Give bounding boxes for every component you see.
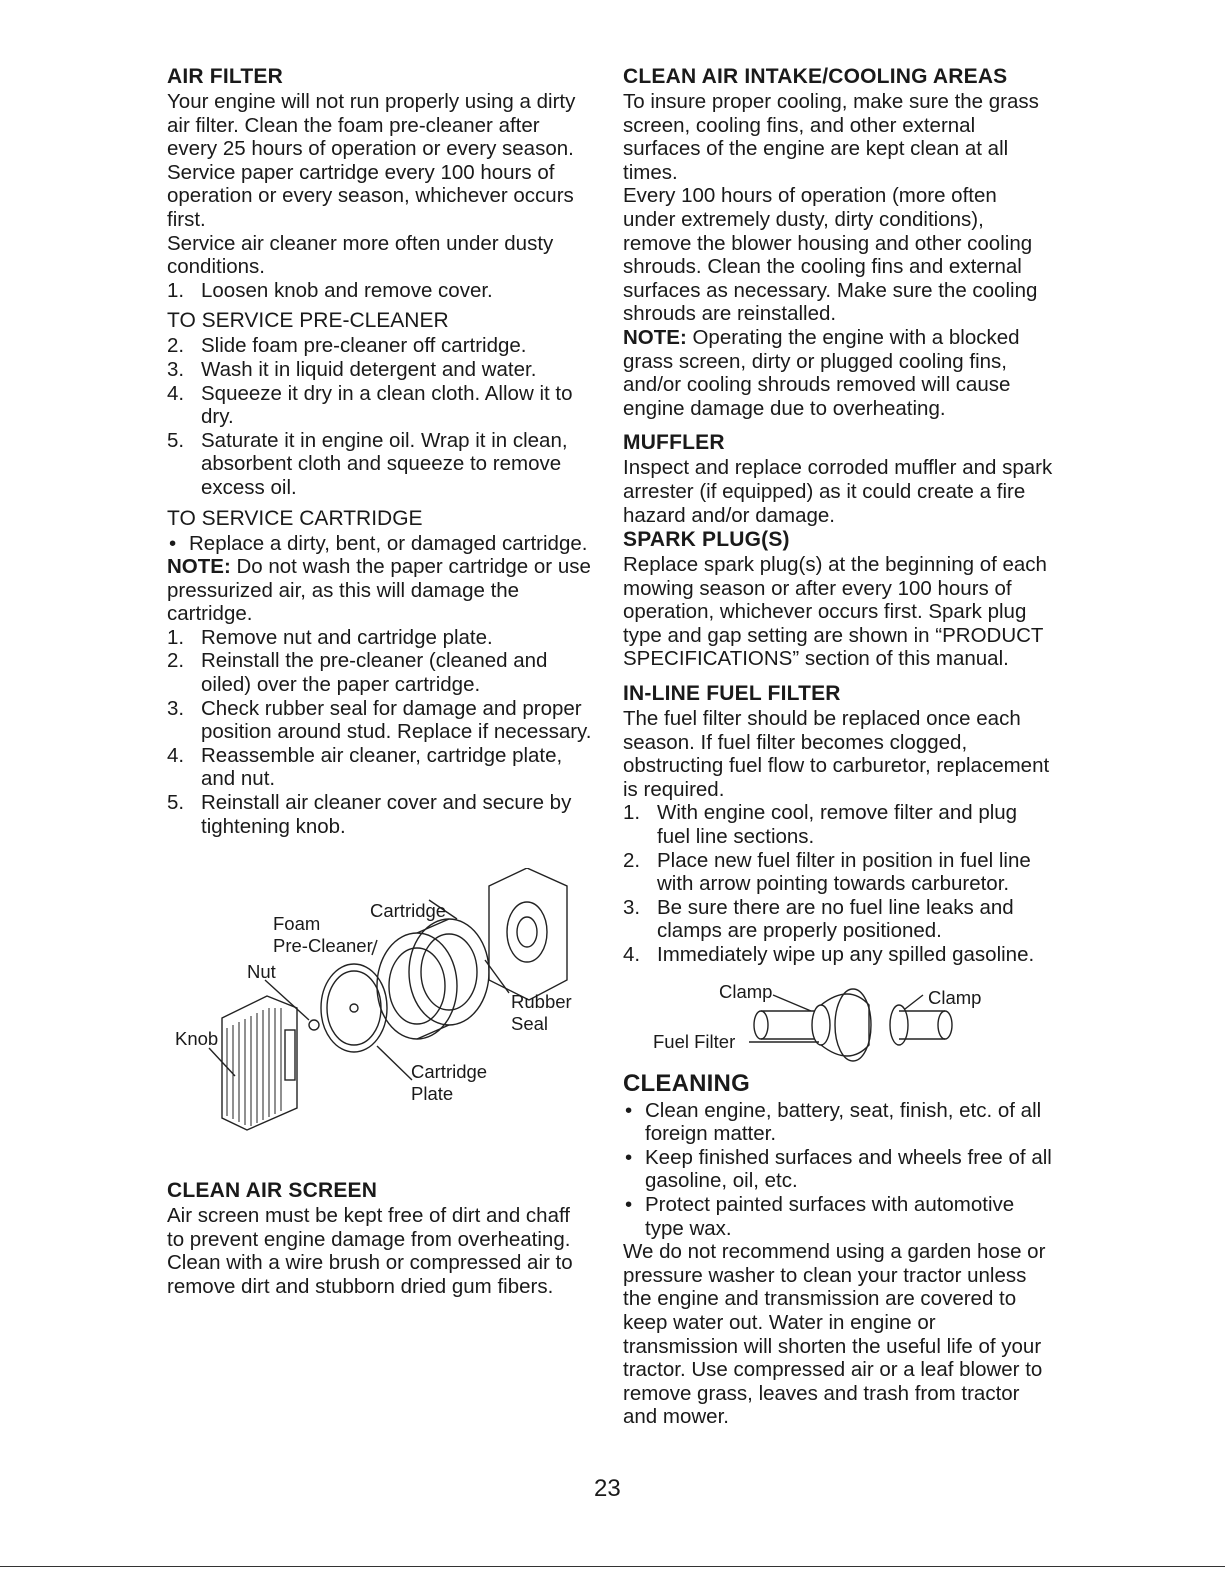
air-filter-step-list (167, 279, 592, 303)
cleaning-bullet-list (623, 1099, 1053, 1241)
foam-label: Foam (273, 913, 321, 935)
page-number: 23 (594, 1475, 621, 1502)
air-filter-intro: Your engine will not run properly using a dirty air filter. Clean the foam pre-cleaner after every 25 hours of operation or every season. Service paper cartridge every 100 hours of operation or every season, whichever occurs first. (167, 90, 576, 231)
spark-plug-text: Replace spark plug(s) at the beginning of each mowing season or after every 100 hours of operation, whichever occurs first. Spark plug type and gap setting are shown in “PRODUCT SPECIFICATIONS” section of this manual. (623, 553, 1047, 671)
pre-cleaner-heading: TO SERVICE PRE-CLEANER (167, 309, 449, 333)
list-item: • Protect painted surfaces with automotive type wax. (625, 1192, 1015, 1240)
list-item: 2. Reinstall the pre-cleaner (cleaned and oiled) over the paper cartridge. (167, 649, 548, 697)
list-item: 1. Loosen knob and remove cover. (167, 278, 493, 302)
plate-label: Plate (411, 1083, 454, 1105)
muffler-text: Inspect and replace corroded muffler and spark arrester (if equipped) as it could create a fire hazard and/or damage. (623, 456, 1053, 527)
air-filter-heading: AIR FILTER (167, 65, 283, 88)
clean-air-screen-heading: CLEAN AIR SCREEN (167, 1179, 378, 1203)
list-item: 1. Remove nut and cartridge plate. (167, 625, 493, 649)
fuel-filter-heading: IN-LINE FUEL FILTER (623, 682, 841, 706)
rubber-label: Rubber (511, 991, 572, 1013)
list-item: 2. Place new fuel filter in position in fuel line with arrow pointing towards carburetor. (623, 848, 1031, 896)
cleaning-heading: CLEANING (623, 1069, 750, 1097)
list-item: 3. Wash it in liquid detergent and water. (167, 357, 537, 381)
cartridge-plate-label: Cartridge (411, 1061, 488, 1083)
knob-label: Knob (175, 1028, 219, 1050)
list-item: • Replace a dirty, bent, or damaged cartridge. (169, 531, 588, 555)
air-filter-intro-2: Service air cleaner more often under dusty conditions. (167, 231, 554, 279)
right-column (623, 64, 1053, 1429)
clean-air-intake-note: NOTE: Operating the engine with a blocked grass screen, dirty or plugged cooling fins, and/or cooling shrouds removed will cause engine damage due to overheating. (623, 325, 1020, 420)
cartridge-label: Cartridge (370, 900, 447, 922)
clamp-right-label: Clamp (928, 986, 982, 1008)
list-item: 2. Slide foam pre-cleaner off cartridge. (167, 334, 527, 358)
list-item: 5. Reinstall air cleaner cover and secure by tightening knob. (167, 791, 572, 838)
note-label: NOTE: (167, 555, 231, 579)
list-item: 4. Immediately wipe up any spilled gasoline. (623, 943, 1035, 966)
list-item: 1. With engine cool, remove filter and plug fuel line sections. (623, 801, 1018, 849)
clamp-left-label: Clamp (719, 980, 773, 1002)
cleaning-text: We do not recommend using a garden hose or pressure washer to clean your tractor unless the engine and transmission are covered to keep water out. Water in engine or transmission will shorten the useful life of your tractor. Use compressed air or a leaf blower to remove grass, leaves and trash from tractor and mower. (623, 1240, 1046, 1429)
nut-label: Nut (247, 961, 276, 983)
fuel-filter-diagram (623, 971, 1053, 1063)
air-filter-note: NOTE: Do not wash the paper cartridge or use pressurized air, as this will damage the cartridge. (167, 555, 591, 626)
list-item: • Clean engine, battery, seat, finish, etc. of all foreign matter. (625, 1098, 1042, 1146)
pre-cleaner-step-list (167, 334, 592, 499)
clean-air-intake-heading: CLEAN AIR INTAKE/COOLING AREAS (623, 65, 1008, 88)
muffler-heading: MUFFLER (623, 431, 725, 455)
clean-air-intake-p1: To insure proper cooling, make sure the grass screen, cooling fins, and other external surfaces of the engine are kept clean at all times. (623, 90, 1039, 184)
clean-air-intake-p2: Every 100 hours of operation (more often under extremely dusty, dirty conditions), remove the blower housing and other cooling shrouds. Clean the cooling fins and external surfaces as necessary. Make sure the cooling shrouds are reinstalled. (623, 184, 1038, 326)
note-label: NOTE: (623, 325, 687, 349)
list-item: 4. Squeeze it dry in a clean cloth. Allow it to dry. (167, 381, 573, 429)
list-item: 5. Saturate it in engine oil. Wrap it in clean, absorbent cloth and squeeze to remove excess oil. (167, 428, 568, 499)
fuel-filter-step-list (623, 801, 1053, 966)
air-cleaner-diagram (167, 868, 592, 1168)
spark-plug-heading: SPARK PLUG(S) (623, 528, 790, 552)
list-item: 3. Be sure there are no fuel line leaks and clamps are properly positioned. (623, 895, 1014, 943)
fuel-filter-text: The fuel filter should be replaced once each season. If fuel filter becomes clogged, obstructing fuel flow to carburetor, replacement is required. (623, 707, 1050, 801)
clean-air-screen-text: Air screen must be kept free of dirt and chaff to prevent engine damage from overheating. Clean with a wire brush or compressed air to remove dirt and stubborn dried gum fibers. (167, 1204, 573, 1298)
list-item: • Keep finished surfaces and wheels free of all gasoline, oil, etc. (625, 1145, 1052, 1193)
fuel-filter-label: Fuel Filter (653, 1030, 736, 1052)
cartridge-heading: TO SERVICE CARTRIDGE (167, 506, 423, 530)
pre-cleaner-label: Pre-Cleaner (273, 935, 373, 957)
bottom-rule (0, 1566, 1225, 1567)
cartridge-bullet-list (167, 532, 592, 556)
cartridge-step-list (167, 626, 592, 838)
seal-label: Seal (511, 1013, 549, 1035)
list-item: 4. Reassemble air cleaner, cartridge plate, and nut. (167, 743, 563, 791)
list-item: 3. Check rubber seal for damage and proper position around stud. Replace if necessary. (167, 696, 592, 744)
left-column (167, 64, 592, 1299)
